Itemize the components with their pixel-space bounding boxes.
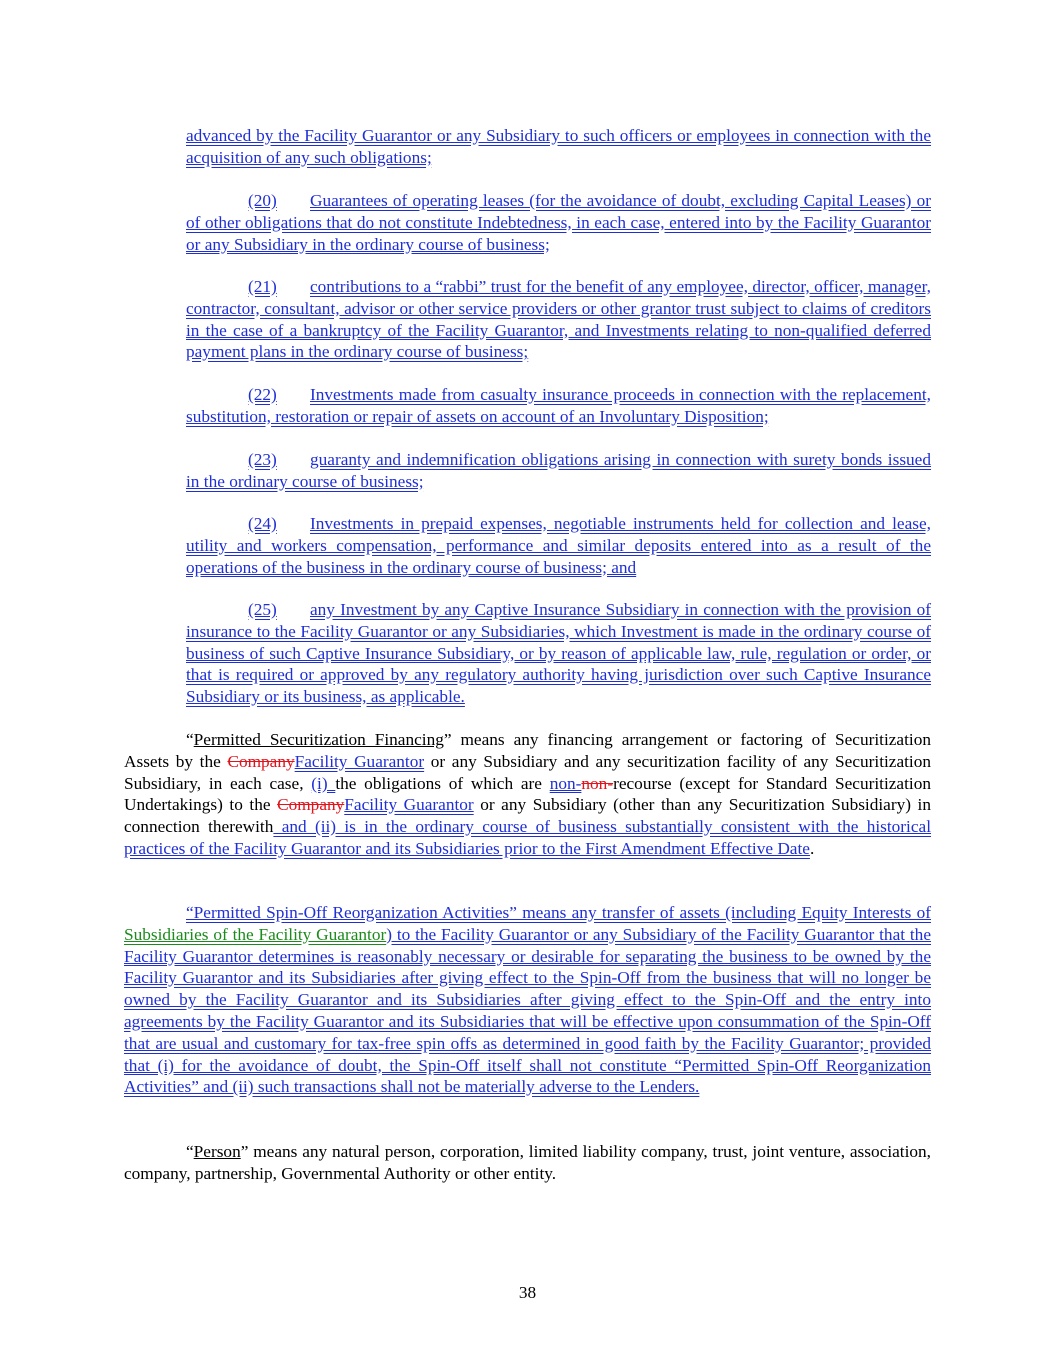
definition-permitted-securitization-financing: [124, 729, 931, 860]
definition-text: recourse (except for Standard Securitization Undertakings) to the: [124, 773, 931, 815]
clause-number: (22): [248, 385, 277, 404]
clause-22: [186, 384, 931, 428]
inserted-text: Facility Guarantor: [344, 795, 474, 815]
deleted-text: non-: [581, 773, 614, 793]
clause-25: [186, 599, 931, 708]
definition-person: [124, 1141, 931, 1185]
definition-permitted-spin-off-reorganization-activities: [124, 902, 931, 1098]
definition-text: ” means any financing arrangement or factoring of Securitization Assets by the: [124, 730, 931, 771]
definition-text: the obligations of which are: [335, 773, 550, 793]
clause-number: (21): [248, 277, 277, 296]
definition-text: ” means any natural person, corporation, limited liability company, trust, joint venture, association, company, partnership, Governmental Authority or other entity.: [124, 1142, 931, 1183]
clause-20: [186, 190, 931, 255]
inserted-text: (i): [311, 773, 336, 793]
definition-text: .: [809, 838, 815, 858]
deleted-text: Company: [227, 751, 295, 771]
defined-term: Person: [193, 1142, 241, 1161]
inserted-text: Guarantees of operating leases (for the avoidance of doubt, excluding Capital Leases) or of other obligations that do not constitute Indebtedness, in each case, entered into by the Facility Guarantor or any Subsidiary in the ordinary course of business;: [186, 191, 931, 254]
inserted-text: Investments made from casualty insurance proceeds in connection with the replacement, substitution, restoration or repair of assets on account of an Involuntary Disposition;: [186, 385, 931, 426]
definition-text: or any Subsidiary (other than any Securitization Subsidiary) in connection therewith: [124, 795, 931, 837]
quote-mark: “: [186, 730, 194, 749]
clause-number: (24): [248, 514, 277, 533]
inserted-text: contributions to a “rabbi” trust for the benefit of any employee, director, officer, manager, contractor, consultant, advisor or other service providers or other grantor trust subject to claims of creditors in the case of a bankruptcy of the Facility Guarantor, and Investments relating to non-qualified deferred payment plans in the ordinary course of business;: [186, 277, 931, 362]
inserted-text: ) to the Facility Guarantor or any Subsidiary of the Facility Guarantor that the Facility Guarantor determines is reasonably necessary or desirable for separating the business to be owned by the Facility Guarantor and its Subsidiaries after giving effect to the Spin-Off from the business that will no longer be owned by the Facility Guarantor and its Subsidiaries after giving effect to the Spin-Off and the entry into agreements by the Facility Guarantor and its Subsidiaries that will be effective upon consummation of the Spin-Off that are usual and customary for tax-free spin offs as determined in good faith by the Facility Guarantor; provided that (i) for the avoidance of doubt, the Spin-Off itself shall not constitute “Permitted Spin-Off Reorganization Activities” and (ii) such transactions shall not be materially adverse to the Lenders.: [124, 924, 931, 1097]
definition-text: or any Subsidiary and any securitization facility of any Securitization Subsidiary, in each case,: [124, 751, 932, 793]
clause-24: [186, 513, 931, 578]
clause-23: [186, 449, 931, 493]
inserted-text: advanced by the Facility Guarantor or any Subsidiary to such officers or employees in connection with the acquisition of any such obligations;: [186, 126, 931, 167]
clause-number: (23): [248, 450, 277, 469]
inserted-text: “Permitted Spin-Off Reorganization Activities” means any transfer of assets (including Equity Interests of: [186, 903, 931, 922]
deleted-text: Company: [277, 795, 345, 815]
clause-number: (20): [248, 191, 277, 210]
moved-text: Subsidiaries of the Facility Guarantor: [124, 924, 387, 944]
inserted-text: non-: [549, 773, 582, 793]
inserted-text: Facility Guarantor: [294, 751, 425, 771]
inserted-text: any Investment by any Captive Insurance Subsidiary in connection with the provision of insurance to the Facility Guarantor or any Subsidiaries, which Investment is made in the ordinary course of business of such Captive Insurance Subsidiary, or by reason of applicable law, rule, regulation or order, or that is required or approved by any regulatory authority having jurisdiction over such Captive Insurance Subsidiary or its business, as applicable.: [186, 600, 931, 707]
clause-19-continuation: [186, 125, 931, 169]
page-number: 38: [518, 1283, 537, 1302]
defined-term: Permitted Securitization Financing: [193, 730, 444, 749]
inserted-text: guaranty and indemnification obligations arising in connection with surety bonds issued in the ordinary course of business;: [186, 450, 931, 491]
quote-mark: “: [186, 1142, 194, 1161]
inserted-text: Investments in prepaid expenses, negotiable instruments held for collection and lease, utility and workers compensation, performance and similar deposits entered into as a result of the operations of the business in the ordinary course of business; and: [186, 514, 931, 577]
inserted-text: and (ii) is in the ordinary course of business substantially consistent with the historical practices of the Facility Guarantor and its Subsidiaries prior to the First Amendment Effective Date: [124, 817, 931, 858]
clause-21: [186, 276, 931, 363]
clause-number: (25): [248, 600, 277, 619]
